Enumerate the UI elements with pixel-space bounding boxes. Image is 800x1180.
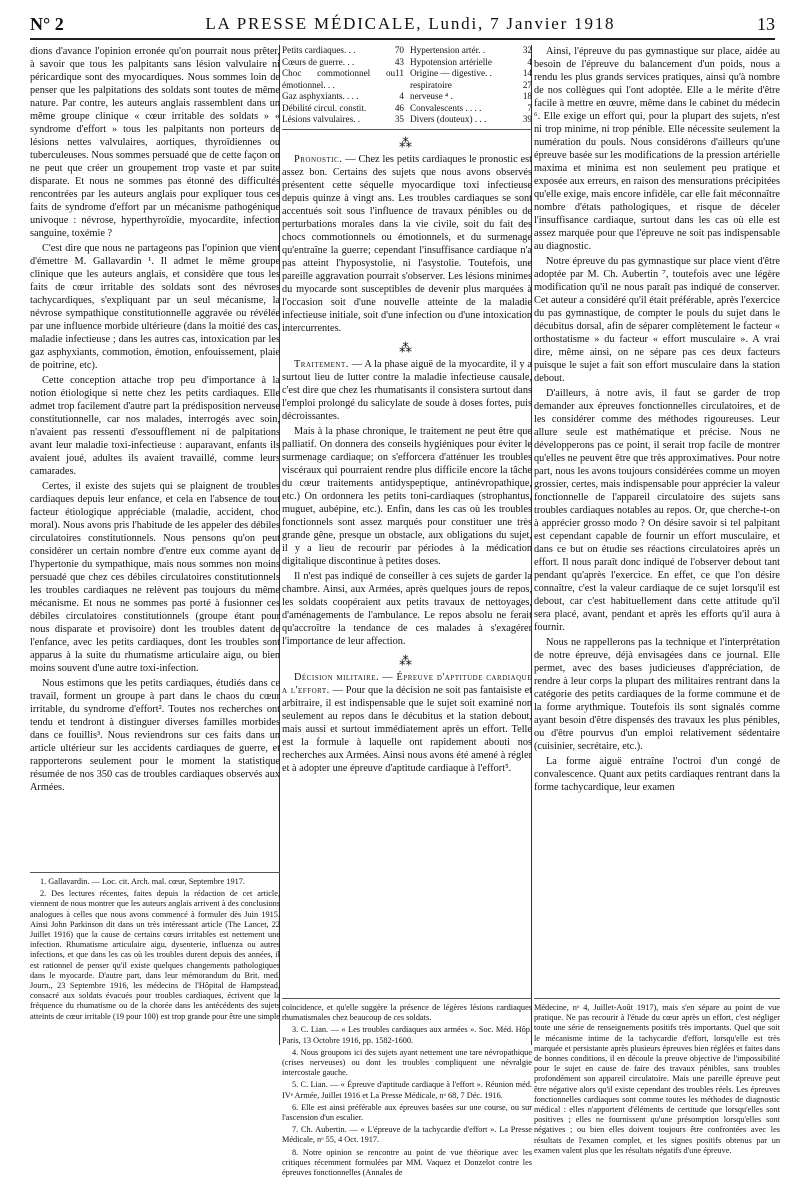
paragraph: Mais à la phase chronique, le traitement ne peut être que palliatif. On donnera des conseils hygiéniques pour éviter le surmenage cardiaque; on s'efforcera d'atténuer les troubles viscéraux qui pourraient rendre plus difficile encore la tâche du cœur traitements antidyspeptique, antinévropathique, etc.) On ordonnera les petits toni-cardiaques (strophantus, muguet, aubépine, etc.). Enfin, dans les cas où les troubles fonctionnels sont assez marqués pour constituer une très grande gêne, presque un obstacle, aux obligations du sujet, il y a lieu de recourir par périodes à la médication digitalique discontinue à petites doses. (282, 425, 532, 567)
footnote: coïncidence, et qu'elle suggère la présence de légères lésions cardiaques rhumatismales chez beaucoup de ces soldats. (282, 1003, 532, 1023)
footnote: 5. C. Lian. — « Épreuve d'aptitude cardiaque à l'effort ». Réunion méd. IVᵉ Armée, Juillet 1916 et La Presse Médicale, nᵒ 68, 7 Déc. 1916. (282, 1080, 532, 1100)
stats-left (282, 45, 404, 126)
footnotes-col3 (534, 998, 780, 1158)
stats-row: Débilité circul. constit. 46 (282, 102, 404, 113)
paragraph: Cette conception attache trop peu d'importance à la notion étiologique si nette chez les petits cardiaques. Elle admet trop facilement d'autre part la prédisposition nerveuse constitutionnelle, car nos malades, interrogés avec soin, n'avaient pas ressenti d'essoufflement ni de palpitations avant leur maladie toxi-infectieuse : auparavant, enfants ils avaient joué, adultes ils avaient travaillé, comme leurs camarades. (30, 375, 280, 477)
page-header (30, 10, 775, 38)
footnote: 7. Ch. Aubertin. — « L'épreuve de la tachycardie d'effort ». La Presse Médicale, nᵒ 55, 4 Oct. 1917. (282, 1125, 532, 1145)
footnote: Médecine, nᵒ 4, Juillet-Août 1917), mais s'en sépare au point de vue pratique. Ne pas recourir à l'étude du cœur après un effort, c'est négliger toute une série de renseignements positifs très importants. Quel que soit le mécanisme intime de la tachycardie d'effort, lorsqu'elle est très marquée et persistante après plusieurs épreuves bien réglées et faites dans de bonnes conditions, il en découle la preuve objective de l'impossibilité pour le sujet en cause de faire des travaux pénibles, sans troubles profondément son appareil circulatoire. Mais une pareille épreuve peut être négative alors qu'il existe cependant des troubles réels. Les épreuves fonctionnelles cardiaques sont comme toutes les méthodes de diagnostic médical : elles n'apportent d'éléments de certitude que lorsqu'elles sont positives ; elles ne fournissent qu'une présomption lorsqu'elles sont négatives ; ou bien elles doivent toujours être confrontées avec les résultats de l'examen complet, et les signes positifs obtenus par un examen valent plus que les résultats négatifs d'une épreuve. (534, 1003, 780, 1155)
column-3 (534, 45, 780, 796)
stats-row: respiratoire 27 (410, 79, 532, 90)
paragraph: D'ailleurs, à notre avis, il faut se garder de trop demander aux épreuves fonctionnelles circulatoires, et de les considérer comme des méthodes rigoureuses. Leur allure seule est mathématique et précise. Nous ne développerons pas ce point, il serait trop facile de montrer qu'elles ne peuvent être que très approximatives. Pour notre part, nous les avons toujours considérées comme un moyen grossier, certes, mais indispensable pour apprécier la valeur fonctionnelle de l'appareil circulatoire des sujets sans troubles cardiaques notables au repos. Or, que cherche-t-on à apprécier grosso modo ? On désire savoir si tel palpitant est cependant capable de fournir un effort musculaire, et dans ce but on étudie ses réactions circulatoires après un effort. Il nous paraît donc indiqué de l'observer debout tant pendant qu'après l'exercice. En effet, ce que l'on désire connaître, c'est la valeur cardiaque de ce sujet lorsqu'il est debout, car c'est habituellement dans cette attitude qu'il sera placé, avant, pendant et après les efforts qu'il aura à fournir. (534, 388, 780, 633)
section-traitement: Traitement. — A la phase aiguë de la myocardite, il y a surtout lieu de lutter contre la maladie infectieuse causale, c'est dire que chez les rhumatisants il consistera surtout dans l'emploi prolongé du salicylate de soude à doses fortes, puis décroissantes. (282, 358, 532, 422)
column-1 (30, 45, 280, 796)
header-rule (30, 38, 775, 40)
footnote: 4. Nous groupons ici des sujets ayant nettement une tare névropathique (crises nerveuses) ou dont les troubles compliquent une névralgie intercostale gauche. (282, 1047, 532, 1078)
section-heading: Pronostic. (294, 153, 343, 165)
paragraph: Il n'est pas indiqué de conseiller à ces sujets de garder la chambre. Ainsi, aux Armées, après quelques jours de repos, les soldats coopéraient aux petits travaux de nettoyages, d'aménagements de l'ambulance. Le repos absolu ne ferait qu'accroître la tendance de ces malades à s'exagérer l'importance de leur affection. (282, 570, 532, 647)
stats-row: Origine — digestive. . 14 (410, 68, 532, 78)
issue-number: N° 2 (30, 13, 64, 34)
stats-row: Petits cardiaques. . . 70 (282, 45, 404, 55)
journal-title: LA PRESSE MÉDICALE, Lundi, 7 Janvier 1918 (205, 14, 616, 33)
section-pronostic: Pronostic. — Chez les petits cardiaques le pronostic est assez bon. Certains des sujets que nous avons observés présentent cette séquelle myocardique toxi infectieuse depuis quinze à vingt ans. Les troubles cardiaques se sont accentués soit sous l'influence de travaux pénibles ou de perturbations morales dans la vie civile, soit du fait des chocs commotionnels ou émotionnels, et du surmenage qu'entraîne la guerre; cependant l'insuffisance cardiaque n'a pas atteint l'hyposystolie, ni l'asystolie. Toutefois, une pareille aggravation pourrait s'observer. Les lésions minimes du myocarde sont susceptibles de devenir plus marquées à l'occasion soit d'une nouvelle atteinte de la maladie infectieuse initiale, soit d'une infection ou d'une intoxication intercurrentes. (282, 153, 533, 334)
paragraph: C'est dire que nous ne partageons pas l'opinion que vient d'émettre M. Gallavardin ¹. Il admet le même groupe clinique que les auteurs anglais, et considère que tous les faits de cœur irritable des soldats sont des névroses tachycardiques, s'expliquant par un seul mécanisme, la névrose sympathique constitutionnelle aggravée ou révélée par une influence morbide ultérieure (dans la moitié des cas, maladie infectieuse ; dans les autres cas, intoxication par les gaz asphyxiants, commotion, émotion, enfouissement, plaie de poitrine, etc). (30, 243, 280, 371)
paragraph: Nous ne rappellerons pas la technique et l'interprétation de notre épreuve, déjà envisagées dans ce journal. Elle permet, avec des bases judicieuses d'appréciation, de rendre à leur corps la plupart des militaires rentrant dans la catégorie des petits cardiaques de la forme commune et de la forme arythmique. Toutefois ils sont signalés comme ayant besoin d'être dispensés des travaux les plus pénibles, ou d'être pourvus d'un emploi relativement sédentaire (cuisinier, secrétaire, etc.). (534, 637, 780, 752)
paragraph: dions d'avance l'opinion erronée qu'on pourrait nous prêter, à savoir que tous les palpitants sans lésion valvulaire ni péricardique sont des myocardiques. Nous sommes loin de penser que les palpitations des soldats sont toutes de même nature. Par contre, les auteurs anglais rassemblent dans un même groupe clinique « cœur irritable des soldats » « syndrome d'effort » tous les palpitants non porteurs de lésions nettes valvulaires, aortiques, thyroïdiennes ou tuberculeuses. Nous sommes persuadé que de cette façon on ne peut que créer un groupement trop vaste et par suite disparate. Et nous ne sommes pas étonné des difficultés rencontrées par les auteurs anglais pour expliquer tous ces faits de syndrome d'effort par un mécanisme pathogénique univoque : névrose, hyperthyroïdie, myocardite, infection sanguine, toxémie ? (30, 46, 280, 239)
stats-row: Choc commotionnel ou émotionnel. . . 11 (282, 68, 404, 90)
stats-row: Lésions valvulaires. . 35 (282, 114, 404, 124)
section-separator: ⁂ (399, 652, 415, 668)
footnote: 8. Notre opinion se rencontre au point de vue théorique avec les critiques récemment formulées par MM. Vaquez et Donzelot contre les épreuves fonctionnelles (Annales de (282, 1147, 532, 1178)
footnote: 3. C. Lian. — « Les troubles cardiaques aux armées ». Soc. Méd. Hôp. Paris, 13 Octobre 1916, pp. 1582-1600. (282, 1025, 532, 1045)
stats-row: Gaz asphyxiants. . . . 4 (282, 91, 404, 101)
stats-row: Hypertension artér. . 32 (410, 45, 532, 55)
paragraph: Ainsi, l'épreuve du pas gymnastique sur place, aidée au besoin de l'épreuve du balancement d'un poids, nous a rendu les plus grands services pratiques, ainsi qu'à nombre de nos collègues qui l'ont adoptée. Elle a le mérite d'être facile à mettre en œuvre, même dans le cabinet du médecin ⁶. Elle exige un effort qui, pour la plupart des sujets, n'est ni trop minime, ni trop pénible. Elle nécessite seulement la numération du pouls. Nous considérons d'ailleurs qu'une épreuve basée sur les modifications de la pression artérielle maxima et minima est non seulement peu pratique et exposée aux erreurs, en raison des mensurations précipitées qu'elle exige, mais encore infidèle, car elle fait méconnaître nombre d'états pathologiques, et risque de déceler l'insuffisance cardiaque, surtout dans les cas où elle est assez marquée pour que l'épreuve ne soit pas indispensable au diagnostic. (534, 46, 780, 252)
stats-right (410, 45, 532, 126)
column-2 (282, 45, 532, 777)
paragraph: Nous estimons que les petits cardiaques, étudiés dans ce travail, forment un groupe à part dans le chaos du cœur irritable, du syndrome d'effort². Toutes nos recherches ont tendu et tendront à distinguer diverses familles morbides dans ce fouillis³. Nous reviendrons sur ces faits dans un article ultérieur sur les accidents cardiaques de guerre, et rapporterons seulement pour le moment la statistique résumée de nos 350 cas de troubles cardiaques observés aux Armées. (30, 678, 280, 793)
footnote: 6. Elle est ainsi préférable aux épreuves basées sur une course, ou sur l'ascension d'un escalier. (282, 1102, 532, 1123)
section-heading: Traitement. (294, 358, 349, 370)
stats-row: Divers (douteux) . . . 39 (410, 114, 532, 124)
footnote: 2. Des lectures récentes, faites depuis la rédaction de cet article, viennent de nous montrer que les auteurs anglais arrivent à des conclusions analogues à celles que nous avons commencé à formuler dès Juin 1915. Ainsi John Parkinson dit dans un très intéressant article (The Lancet, 22 Juillet 1916) que la cause de certains cœurs irritables est nettement une infection. Rhumatisme articulaire aigu, dysenterie, influenza ou autres infections, et que dans les cas où les troubles durent depuis des années, il est rationnel de penser qu'il existe quelques changements pathologiques dans le myocarde. D'autre part, dans leur mémorandum du Brit. med. Journ., 23 Septembre 1916, les médecins de l'Hôpital de Hampstead, consacré aux soldats évacués pour troubles cardiaques, écrivent que la fréquence du rhumatisme ou de la chorée dans les antécédents des sujets atteints de cœur irritable (19 pour 100) est trop grande pour être une simple (30, 889, 280, 1021)
section-decision: Décision militaire. — Épreuve d'aptitude cardiaque a l'effort. — Pour que la décision ne soit pas fantaisiste et arbitraire, il est indispensable que le sujet soit examiné non seulement au repos dans le décubitus et la station debout, mais aussi et surtout immédiatement après un effort. Telle est la formule à laquelle ont rapidement abouti nos recherches aux Armées. Ainsi nous avons été amené à régler et à adopter une épreuve d'aptitude cardiaque à l'effort⁵. (282, 671, 533, 774)
paragraph: Certes, il existe des sujets qui se plaignent de troubles cardiaques depuis leur enfance, et cela en l'absence de tout facteur étiologique appréciable (maladie, accident, choc moral). Nous avons pris l'habitude de les appeler des débiles circulatoires constitutionnels. Nous pensons qu'on peut considérer un certain nombre d'entre eux comme ayant de l'hypertonie du sympathique, mais nous sommes non moins persuadé que chez ces débiles circulatoires constitutionnels les troubles cardiaques ne relèvent pas toujours du même mécanisme. Et nous ne sommes pas porté à fusionner ces débiles circulatoires constitutionnels (groupe étant pour nous disparate et provisoire) dont les troubles datent de l'enfance, avec les petits cardiaques, dont les troubles sont apparus à la suite du rhumatisme articulaire aigu, ou bien moins souvent d'une autre toxi-infection. (30, 481, 280, 674)
footnotes-col1 (30, 872, 280, 1024)
stats-row: Cœurs de guerre. . . 43 (282, 56, 404, 67)
stats-row: nerveuse ⁴ . 18 (410, 91, 532, 101)
footnote: 1. Gallavardin. — Loc. cit. Arch. mal. cœur, Septembre 1917. (40, 877, 245, 886)
stats-row: Hypotension artérielle 4 (410, 56, 532, 67)
section-heading: Décision militaire. — Épreuve d'aptitude cardiaque a l'effort. (282, 671, 532, 696)
footnotes-col2 (282, 998, 532, 1180)
page-number: 13 (757, 13, 775, 34)
section-separator: ⁂ (399, 339, 415, 355)
stats-row: Convalescents . . . . 7 (410, 102, 532, 113)
statistics-table (282, 45, 532, 130)
paragraph: La forme aiguë entraîne l'octroi d'un congé de convalescence. Quant aux petits cardiaques rentrant dans la forme tachycardique, leur examen (534, 756, 780, 793)
section-separator: ⁂ (399, 134, 415, 150)
paragraph: Notre épreuve du pas gymnastique sur place vient d'être adoptée par M. Ch. Aubertin ⁷, toutefois avec une légère modification qu'il ne nous paraît pas indiqué de conserver. Cet auteur a considéré qu'il était préférable, après l'exercice du pas gymnastique, de compter le pouls du sujet dans le décubitus dorsal, afin de séparer complètement le facteur « orthostatisme » du facteur « effort musculaire ». A vrai dire, même ainsi, on ne sépare pas ces deux facteurs puisque le sujet a fait son effort musculaire dans la station debout. (534, 256, 780, 384)
